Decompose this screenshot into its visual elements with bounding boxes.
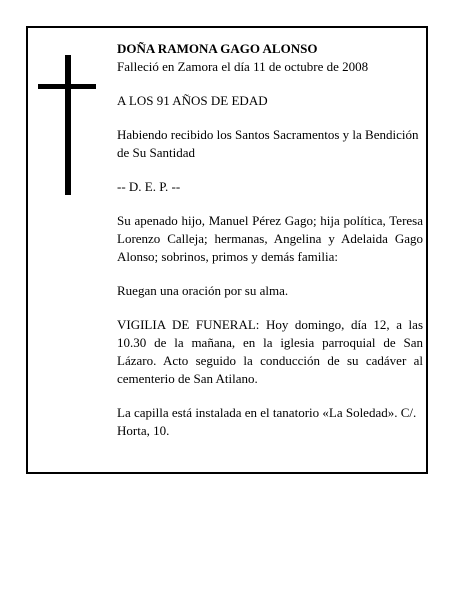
cross-icon-bar xyxy=(38,84,96,89)
prayer-line: Ruegan una oración por su alma. xyxy=(117,283,289,298)
obituary-notice xyxy=(26,26,428,474)
dep-line: -- D. E. P. -- xyxy=(117,179,181,194)
vigil-paragraph: VIGILIA DE FUNERAL: Hoy domingo, día 12, a las 10.30 de la mañana, en la iglesia parroquial de San Lázaro. Acto seguido la conducción de su cadáver al cementerio de San Atilano. xyxy=(117,317,423,386)
family-paragraph: Su apenado hijo, Manuel Pérez Gago; hija política, Teresa Lorenzo Calleja; hermanas, Angelina y Adelaida Gago Alonso; sobrinos, primos y demás familia: xyxy=(117,213,423,264)
age-line: A LOS 91 AÑOS DE EDAD xyxy=(117,93,268,108)
deceased-name: DOÑA RAMONA GAGO ALONSO xyxy=(117,41,318,56)
death-line: Falleció en Zamora el día 11 de octubre de 2008 xyxy=(117,59,369,74)
sacraments-line: Habiendo recibido los Santos Sacramentos y la Bendición de Su Santidad xyxy=(117,127,419,160)
cross-icon xyxy=(65,55,71,195)
chapel-paragraph: La capilla está instalada en el tanatorio «La Soledad». C/. Horta, 10. xyxy=(117,405,417,438)
notice-text xyxy=(117,40,423,456)
